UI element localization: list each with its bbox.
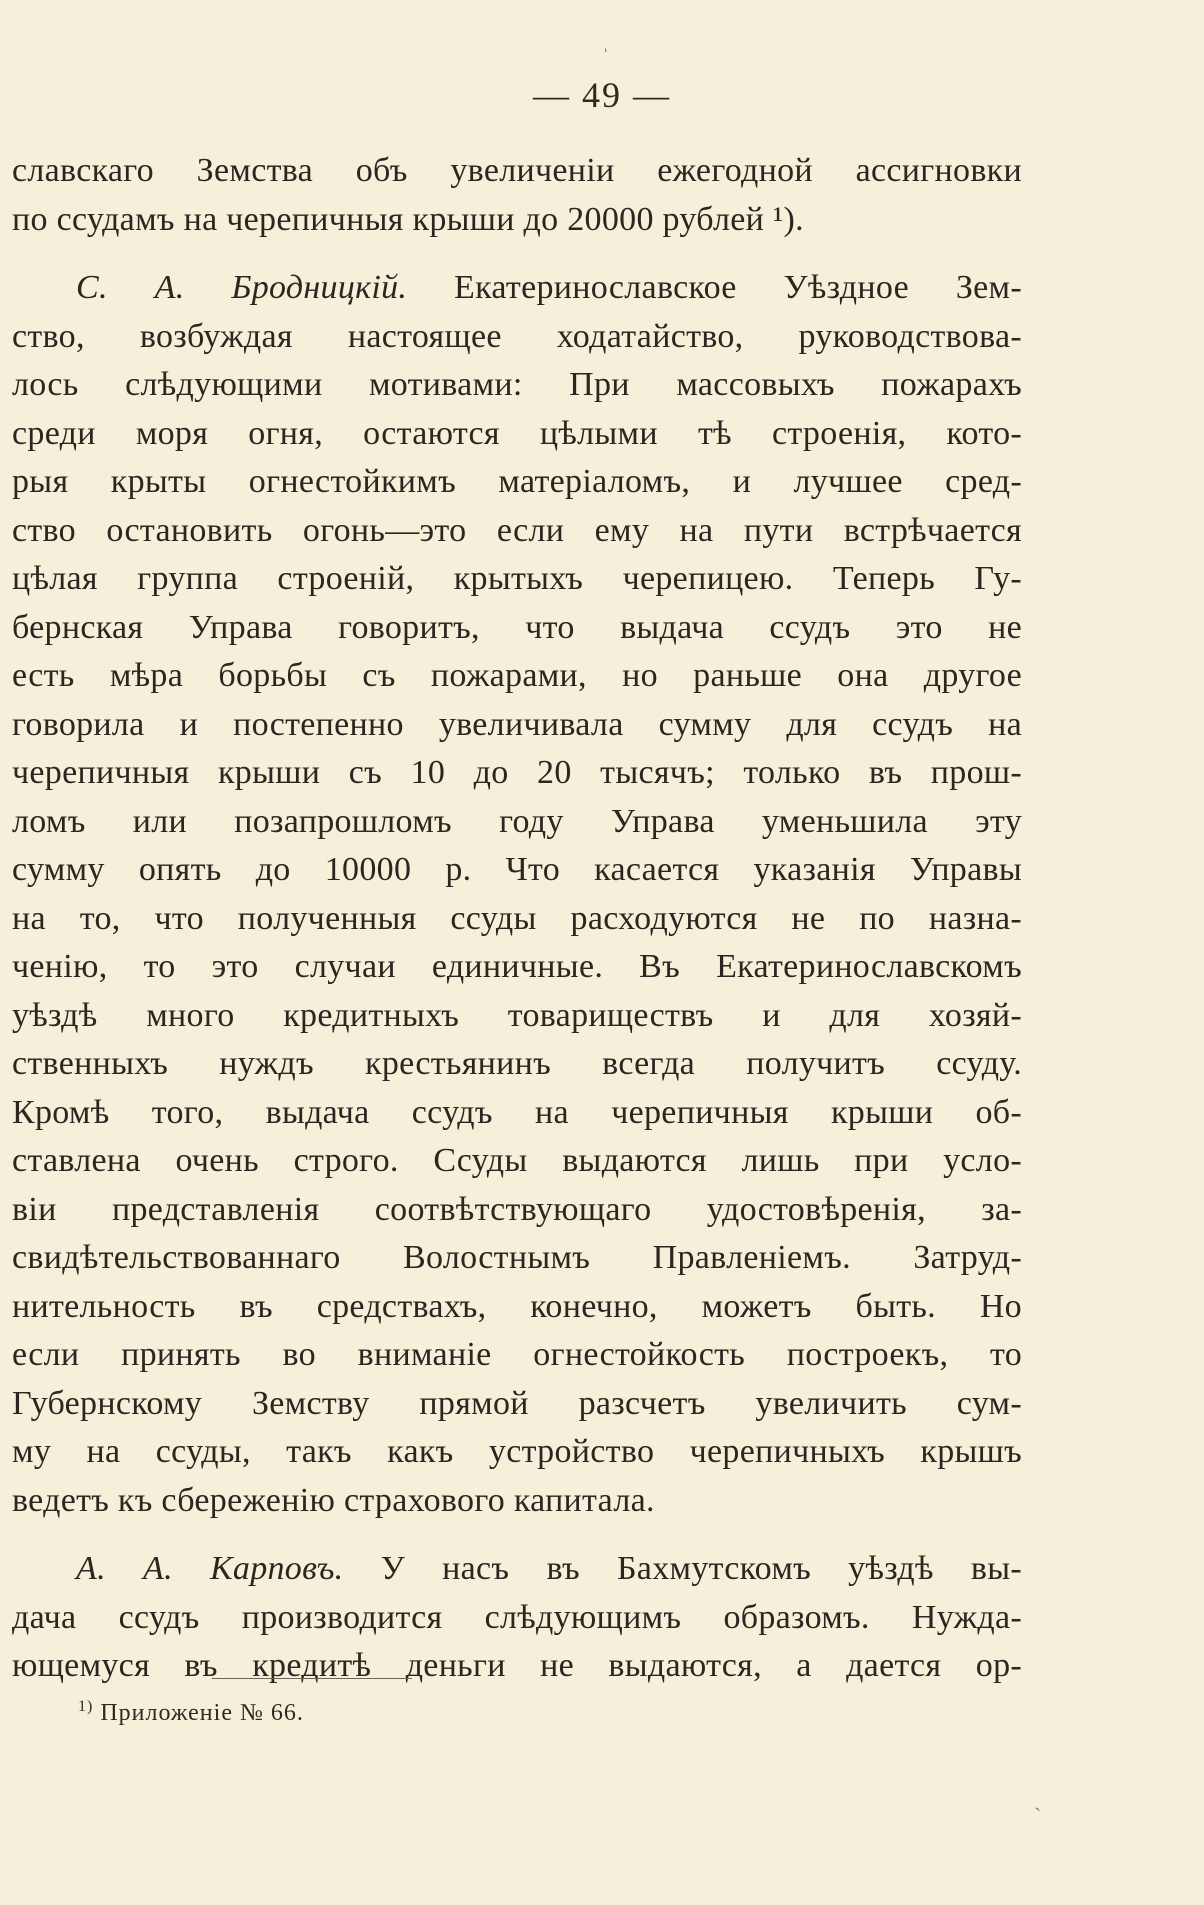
text-line: рыя крыты огнестойкимъ матеріаломъ, и лучшее сред- bbox=[12, 463, 1022, 500]
text-line: сумму опять до 10000 р. Что касается указанія Управы bbox=[12, 851, 1022, 888]
text-line: черепичныя крыши съ 10 до 20 тысячъ; только въ прош- bbox=[12, 754, 1022, 791]
text-line: среди моря огня, остаются цѣлыми тѣ строенія, кото- bbox=[12, 414, 1022, 452]
text-line: ство, возбуждая настоящее ходатайство, руководствова- bbox=[12, 317, 1022, 355]
text-line: ведетъ къ сбереженію страхового капитала. bbox=[12, 1481, 655, 1519]
text-line: лось слѣдующими мотивами: При массовыхъ пожарахъ bbox=[12, 366, 1022, 403]
paragraph bbox=[12, 1545, 1022, 1691]
ink-speck: ˏ bbox=[1034, 1786, 1042, 1811]
footnote-text: Приложеніе № 66. bbox=[100, 1700, 304, 1726]
text-line: ство остановить огонь—это если ему на пути встрѣчается bbox=[12, 511, 1022, 549]
text-line: уѣздѣ много кредитныхъ товариществъ и для хозяй- bbox=[12, 996, 1022, 1034]
text-line: на то, что полученныя ссуды расходуются не по назна- bbox=[12, 899, 1022, 937]
text-line: бернская Управа говоритъ, что выдача ссудъ это не bbox=[12, 608, 1022, 646]
text-line: ственныхъ нуждъ крестьянинъ всегда получитъ ссуду. bbox=[12, 1045, 1022, 1082]
text-line: говорила и постепенно увеличивала сумму для ссудъ на bbox=[12, 705, 1022, 743]
speaker-name: С. А. Бродницкій. bbox=[76, 269, 408, 306]
text-line: славскаго Земства объ увеличеніи ежегодной ассигновки bbox=[12, 152, 1022, 189]
speaker-name: А. А. Карповъ. bbox=[76, 1550, 344, 1587]
text-line: свидѣтельствованнаго Волостнымъ Правленіемъ. Затруд- bbox=[12, 1239, 1022, 1276]
text-line bbox=[12, 264, 1022, 313]
text-line bbox=[12, 1545, 1022, 1594]
text-line: му на ссуды, такъ какъ устройство черепичныхъ крышъ bbox=[12, 1433, 1022, 1470]
text-line: по ссудамъ на черепичныя крыши до 20000 рублей ¹). bbox=[12, 200, 804, 238]
footnote-marker: 1) bbox=[78, 1698, 94, 1715]
text-line: если принять во вниманіе огнестойкость построекъ, то bbox=[12, 1336, 1022, 1373]
text-line-content: У насъ въ Бахмутскомъ уѣздѣ вы- bbox=[380, 1550, 1022, 1587]
text-line: віи представленія соотвѣтствующаго удостовѣренія, за- bbox=[12, 1190, 1022, 1228]
text-line: ломъ или позапрошломъ году Управа уменьшила эту bbox=[12, 802, 1022, 840]
text-line: есть мѣра борьбы съ пожарами, но раньше она другое bbox=[12, 657, 1022, 694]
paragraph bbox=[12, 147, 1022, 244]
paragraph bbox=[12, 264, 1022, 1525]
text-line-content: Екатеринославское Уѣздное Зем- bbox=[454, 269, 1022, 306]
text-line: цѣлая группа строеній, крытыхъ черепицею. Теперь Гу- bbox=[12, 560, 1022, 597]
text-line: ставлена очень строго. Ссуды выдаются лишь при усло- bbox=[12, 1142, 1022, 1179]
footnote bbox=[78, 1690, 304, 1730]
footnote-divider bbox=[212, 1678, 412, 1679]
ink-speck: ˈ bbox=[602, 44, 610, 69]
body-text bbox=[12, 147, 1022, 1691]
text-line: ченію, то это случаи единичные. Въ Екатеринославскомъ bbox=[12, 948, 1022, 985]
text-line: Губернскому Земству прямой разсчетъ увеличить сум- bbox=[12, 1384, 1022, 1422]
text-line: ющемуся въ кредитѣ деньги не выдаются, а дается ор- bbox=[12, 1647, 1022, 1684]
page-number: — 49 — bbox=[533, 75, 671, 115]
text-line: дача ссудъ производится слѣдующимъ образомъ. Нужда- bbox=[12, 1598, 1022, 1636]
text-line: Кромѣ того, выдача ссудъ на черепичныя крыши об- bbox=[12, 1093, 1022, 1131]
text-line: нительность въ средствахъ, конечно, можетъ быть. Но bbox=[12, 1287, 1022, 1325]
